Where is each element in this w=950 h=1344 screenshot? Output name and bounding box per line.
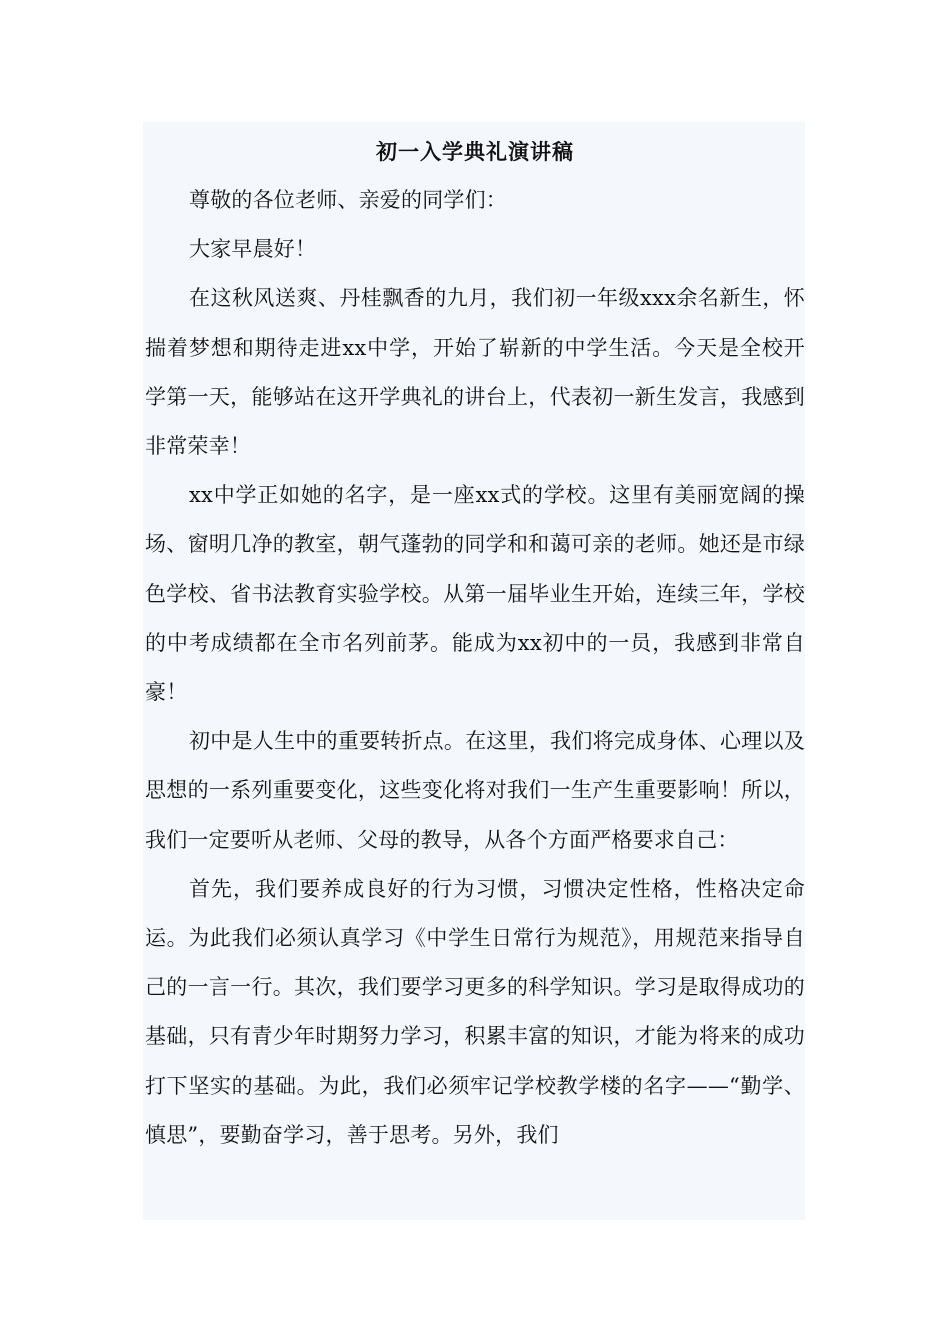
paragraph-greeting: 大家早晨好！ <box>189 237 317 262</box>
paragraph-turning-point: 初中是人生中的重要转折点。在这里，我们将完成身体、心理以及思想的一系列重要变化，这些变化将对我们一生产生重要影响！所以，我们一定要听从老师、父母的教导，从各个方面严格要求自己： <box>145 729 805 852</box>
paragraph-school: xx中学正如她的名字，是一座xx式的学校。这里有美丽宽阔的操场、窗明几净的教室，朝气蓬勃的同学和和蔼可亲的老师。她还是市绿色学校、省书法教育实验学校。从第一届毕业生开始，连续三年，学校的中考成绩都在全市名列前茅。能成为xx初中的一员，我感到非常自豪！ <box>145 483 805 705</box>
paragraph-salutation: 尊敬的各位老师、亲爱的同学们： <box>189 188 507 212</box>
paragraph-habits: 首先，我们要养成良好的行为习惯，习惯决定性格，性格决定命运。为此我们必须认真学习《中学生日常行为规范》，用规范来指导自己的一言一行。其次，我们要学习更多的科学知识。学习是取得成功的基础，只有青少年时期努力学习，积累丰富的知识，才能为将来的成功打下坚实的基础。为此，我们必须牢记学校教学楼的名字——“勤学、慎思”，要勤奋学习，善于思考。另外，我们 <box>145 876 805 1147</box>
document-title: 初一入学典礼演讲稿 <box>376 139 574 164</box>
paragraph-intro: 在这秋风送爽、丹桂飘香的九月，我们初一年级xxx余名新生，怀揣着梦想和期待走进xx中学，开始了崭新的中学生活。今天是全校开学第一天，能够站在这开学典礼的讲台上，代表初一新生发言，我感到非常荣幸！ <box>145 286 805 459</box>
document-content <box>145 128 805 1160</box>
